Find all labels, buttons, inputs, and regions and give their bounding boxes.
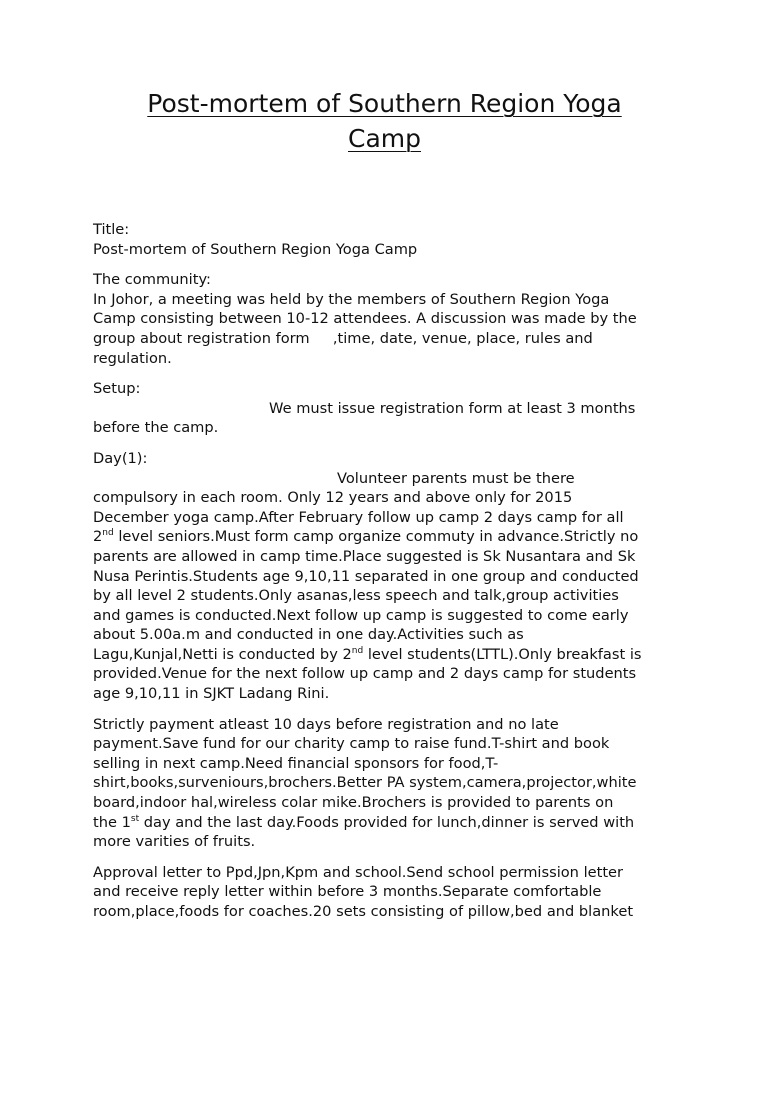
section-community-label: The community: bbox=[93, 271, 211, 289]
paragraph-line bbox=[93, 527, 676, 547]
paragraph-line: and receive reply letter within before 3 months.Separate comfortable bbox=[93, 883, 602, 901]
section-title bbox=[93, 220, 676, 259]
line-text: day and the last day.Foods provided for lunch,dinner is served with bbox=[139, 813, 635, 831]
paragraph-line: by all level 2 students.Only asanas,less speech and talk,group activities bbox=[93, 587, 619, 605]
paragraph-line bbox=[93, 813, 676, 833]
paragraph-line: payment.Save fund for our charity camp to raise fund.T-shirt and book bbox=[93, 735, 610, 753]
paragraph-line: provided.Venue for the next follow up camp and 2 days camp for students bbox=[93, 665, 637, 683]
paragraph-line: and games is conducted.Next follow up camp is suggested to come early bbox=[93, 606, 629, 624]
paragraph-line: Nusa Perintis.Students age 9,10,11 separated in one group and conducted bbox=[93, 567, 639, 585]
section-title-label: Title: bbox=[93, 221, 130, 238]
document-title-line-1: Post-mortem of Southern Region Yoga bbox=[147, 89, 622, 118]
line-text: level students(LTTL).Only breakfast is bbox=[363, 645, 642, 663]
paragraph-line: regulation. bbox=[93, 349, 172, 367]
paragraph-line: more varities of fruits. bbox=[93, 833, 256, 851]
document-body bbox=[93, 220, 676, 922]
paragraph-line bbox=[93, 645, 676, 665]
paragraph-line: shirt,books,surveniours,brochers.Better PA system,camera,projector,white bbox=[93, 774, 637, 792]
section-community bbox=[93, 270, 676, 368]
section-title-text: Post-mortem of Southern Region Yoga Camp bbox=[93, 240, 418, 258]
paragraph-line: before the camp. bbox=[93, 419, 219, 437]
document-title-line-2: Camp bbox=[348, 124, 421, 153]
document-title bbox=[93, 86, 676, 156]
paragraph-line: We must issue registration form at least 3 months bbox=[269, 399, 636, 417]
paragraph-line: room,place,foods for coaches.20 sets consisting of pillow,bed and blanket bbox=[93, 903, 634, 920]
section-approval bbox=[93, 863, 676, 922]
document-page bbox=[0, 86, 768, 1110]
paragraph-line: December yoga camp.After February follow up camp 2 days camp for all bbox=[93, 508, 624, 526]
paragraph-line: parents are allowed in camp time.Place suggested is Sk Nusantara and Sk bbox=[93, 547, 636, 565]
section-setup-label: Setup: bbox=[93, 380, 141, 398]
ordinal-suffix: nd bbox=[102, 528, 114, 539]
paragraph-line: age 9,10,11 in SJKT Ladang Rini. bbox=[93, 685, 330, 703]
paragraph-line: Camp consisting between 10-12 attendees. A discussion was made by the bbox=[93, 310, 637, 328]
section-setup bbox=[93, 379, 676, 438]
ordinal-suffix: nd bbox=[351, 646, 364, 657]
section-day-1 bbox=[93, 449, 676, 704]
paragraph-line: board,indoor hal,wireless colar mike.Brochers is provided to parents on bbox=[93, 794, 614, 812]
ordinal-suffix: st bbox=[130, 813, 140, 824]
line-text: Lagu,Kunjal,Netti is conducted by 2 bbox=[93, 645, 352, 663]
paragraph-line: Approval letter to Ppd,Jpn,Kpm and school.Send school permission letter bbox=[93, 863, 624, 881]
paragraph-line: group about registration form ,time, date, venue, place, rules and bbox=[93, 329, 593, 347]
line-text: the 1 bbox=[93, 813, 131, 831]
section-day-1-label: Day(1): bbox=[93, 449, 148, 467]
line-text: level seniors.Must form camp organize commuty in advance.Strictly no bbox=[113, 528, 639, 546]
paragraph-line: In Johor, a meeting was held by the members of Southern Region Yoga bbox=[93, 290, 610, 308]
paragraph-line: Strictly payment atleast 10 days before registration and no late bbox=[93, 715, 559, 733]
paragraph-line: Volunteer parents must be there bbox=[337, 469, 575, 487]
paragraph-line: compulsory in each room. Only 12 years and above only for 2015 bbox=[93, 489, 573, 507]
paragraph-line: about 5.00a.m and conducted in one day.Activities such as bbox=[93, 626, 524, 644]
ordinal-number: 2 bbox=[93, 528, 103, 546]
paragraph-line: selling in next camp.Need financial sponsors for food,T- bbox=[93, 754, 499, 772]
section-payment bbox=[93, 715, 676, 852]
